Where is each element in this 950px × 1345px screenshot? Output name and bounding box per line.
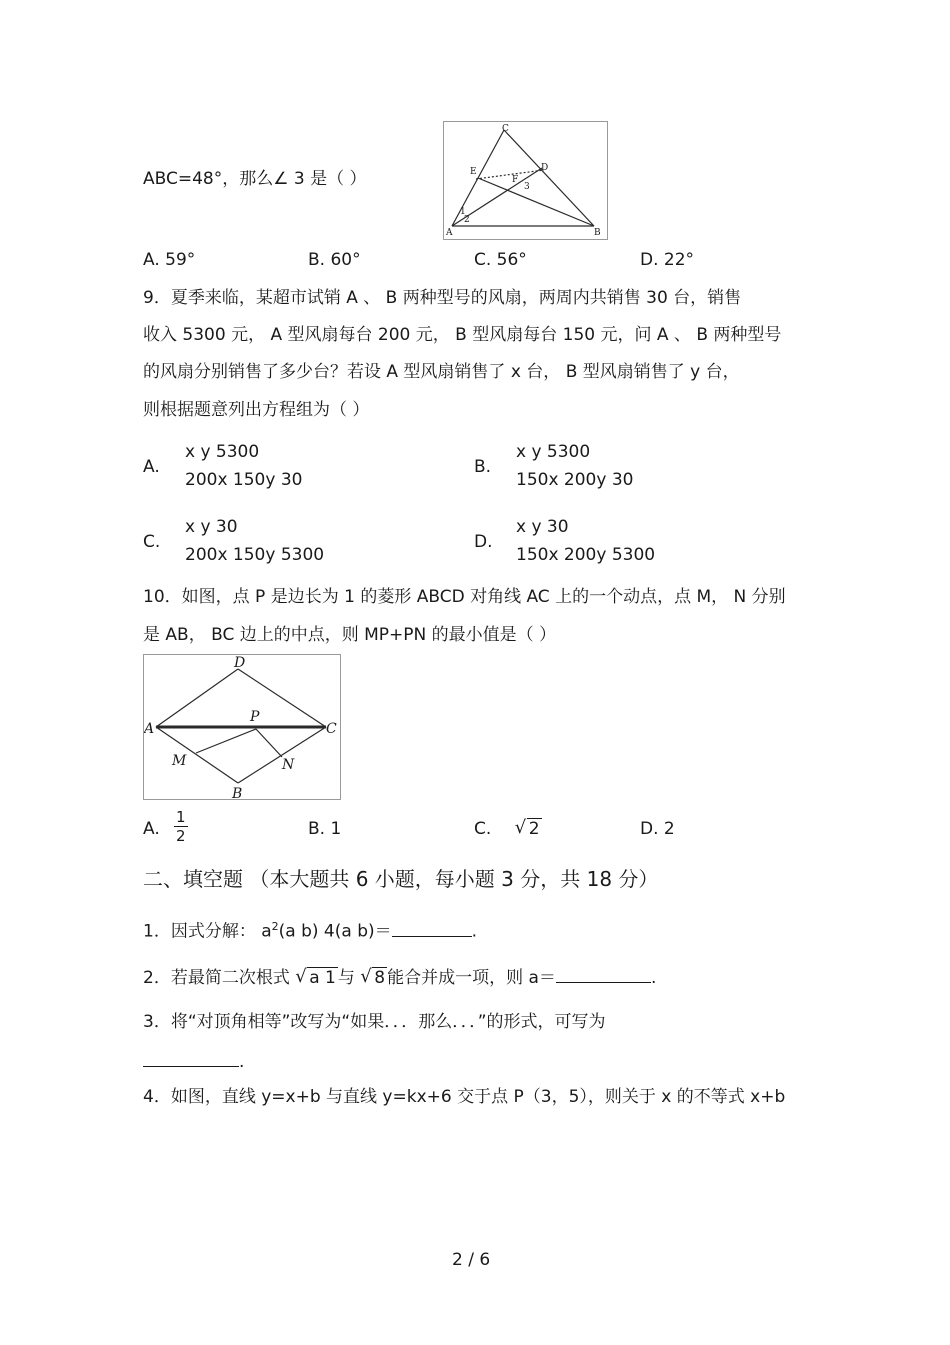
label-1: 1: [460, 207, 466, 217]
fill-1-expression: (a b) 4(a b)＝: [278, 921, 392, 942]
q8-triangle-diagram: [444, 122, 607, 239]
fill-1-exponent: 2: [271, 920, 279, 933]
fill-2: [143, 970, 656, 987]
label-n: N: [282, 757, 295, 773]
q8-option-c: C. 56°: [474, 250, 527, 270]
fill-3-answer-line: [143, 1050, 244, 1071]
q9-line-1: 9．夏季来临，某超市试销 A 、 B 两种型号的风扇，两周内共销售 30 台，销售: [143, 288, 742, 308]
q9-line-3: 的风扇分别销售了多少台？若设 A 型风扇销售了 x 台， B 型风扇销售了 y 台，: [143, 362, 740, 382]
label-c: C: [326, 721, 337, 737]
fill-1-answer-blank[interactable]: [392, 936, 472, 937]
q10-rhombus-diagram: [144, 655, 340, 799]
fill-2-end: .: [650, 968, 657, 988]
label-c: C: [502, 124, 509, 134]
q8-option-d: D. 22°: [640, 250, 695, 270]
label-a: A: [446, 228, 453, 238]
label-m: M: [172, 753, 187, 769]
fill-3-answer-blank[interactable]: [143, 1050, 239, 1067]
q9-option-b-label: B.: [474, 457, 492, 477]
q10-rhombus-figure: [143, 654, 341, 800]
fill-2-radicand-2: 8: [374, 968, 386, 988]
q10-option-a-fraction: [174, 808, 188, 845]
q8-stem-tail: ABC=48°，那么∠ 3 是（ ）: [143, 169, 367, 189]
fill-2-radical-1: [295, 970, 338, 987]
label-e: E: [470, 167, 477, 177]
q9-line-4: 则根据题意列出方程组为（ ）: [143, 400, 370, 420]
label-b: B: [232, 786, 243, 799]
q8-triangle-figure: [443, 121, 608, 240]
q9-option-b-row1: x y 5300: [516, 442, 591, 462]
fill-2-radicand-1: a 1: [309, 968, 336, 988]
q10-option-c: [474, 821, 542, 838]
fill-2-suffix: 能合并成一项，则 a＝: [387, 968, 556, 988]
label-3: 3: [524, 182, 530, 192]
q10-line-2: 是 AB， BC 边上的中点，则 MP+PN 的最小值是（ ）: [143, 625, 557, 645]
q9-option-c-row1: x y 30: [185, 517, 238, 537]
q10-line-1: 10．如图，点 P 是边长为 1 的菱形 ABCD 对角线 AC 上的一个动点，点 M， N 分别: [143, 587, 786, 607]
q9-option-c-row2: 200x 150y 5300: [185, 545, 325, 565]
q8-option-b: B. 60°: [308, 250, 361, 270]
q9-option-a-label: A.: [143, 457, 160, 477]
fill-1-end: .: [471, 921, 478, 942]
fill-1: [143, 921, 477, 941]
section-2-heading: 二、填空题 （本大题共 6 小题，每小题 3 分，共 18 分）: [143, 867, 659, 891]
label-d: D: [234, 655, 246, 671]
q9-option-d-label: D.: [474, 532, 493, 552]
q9-option-a-row1: x y 5300: [185, 442, 260, 462]
q10-option-d: D. 2: [640, 819, 675, 839]
q9-option-b-row2: 150x 200y 30: [516, 470, 634, 490]
fill-4-line: 4．如图，直线 y=x+b 与直线 y=kx+6 交于点 P（3，5），则关于 x 的不等式 x+b: [143, 1087, 786, 1107]
sqrt-expression: [515, 821, 542, 838]
q10-option-b: B. 1: [308, 819, 342, 839]
fill-2-mid: 与: [337, 968, 361, 988]
page-number: 2 / 6: [452, 1250, 491, 1270]
q9-option-d-row2: 150x 200y 5300: [516, 545, 656, 565]
q10-option-c-label: C.: [474, 819, 492, 839]
q8-option-a: A. 59°: [143, 250, 196, 270]
fill-3-end: .: [239, 1052, 245, 1072]
fill-1-prefix: 1．因式分解： a: [143, 921, 272, 942]
fill-2-answer-blank[interactable]: [556, 982, 651, 983]
label-b: B: [594, 228, 601, 238]
fraction-numerator: 1: [176, 808, 186, 826]
q9-line-2: 收入 5300 元， A 型风扇每台 200 元， B 型风扇每台 150 元，问 A 、 B 两种型号: [143, 325, 782, 345]
fill-2-radical-2: [360, 970, 387, 987]
sqrt-radicand: 2: [528, 819, 540, 839]
fill-3-line-1: 3．将“对顶角相等”改写为“如果．．．那么．．．”的形式，可写为: [143, 1012, 606, 1032]
q10-option-a-label: A.: [143, 819, 160, 839]
q9-option-d-row1: x y 30: [516, 517, 569, 537]
label-2: 2: [464, 215, 470, 225]
fill-2-prefix: 2．若最简二次根式: [143, 968, 296, 988]
label-d: D: [541, 163, 549, 173]
q9-option-a-row2: 200x 150y 30: [185, 470, 303, 490]
fraction-denominator: 2: [176, 827, 186, 845]
label-a: A: [144, 721, 155, 737]
label-p: P: [250, 709, 260, 725]
label-f: F: [512, 175, 519, 185]
q9-option-c-label: C.: [143, 532, 161, 552]
